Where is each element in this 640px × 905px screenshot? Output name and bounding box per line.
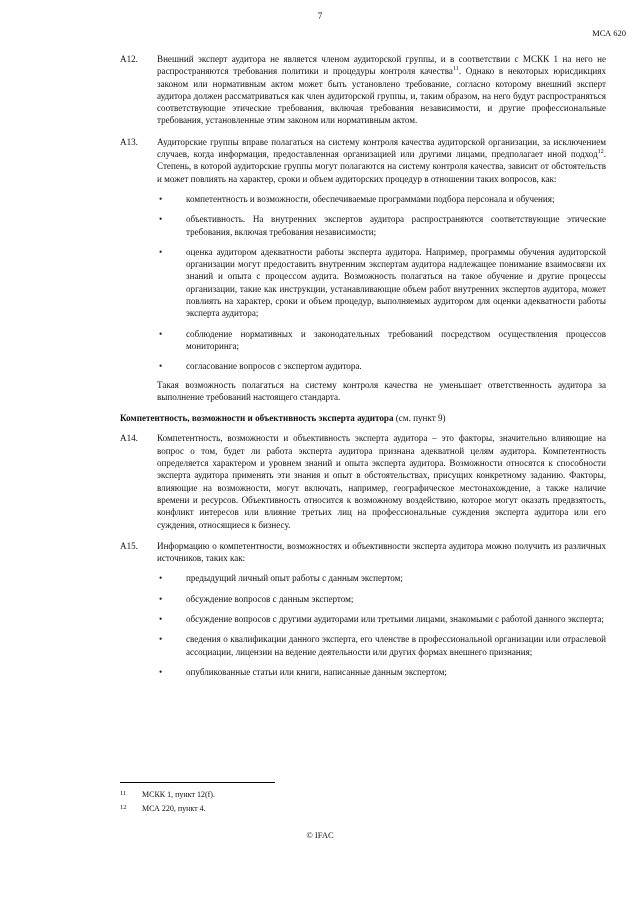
bullet-item [157,666,606,678]
bullet-text: обсуждение вопросов с данным экспертом; [186,593,354,604]
paragraph-tail: Такая возможность полагаться на систему контроля качества не уменьшает ответственность аудитора за выполнение требований настоящего стандарта. [157,379,606,402]
bullet-text: опубликованные статьи или книги, написанные данным экспертом; [186,666,447,677]
bullet-icon: • [159,666,163,677]
bullet-item [157,633,606,658]
paragraph-text: Информацию о компетентности, возможностях и объективности эксперта аудитора можно получить из различных источников, таких как: [157,540,606,564]
footnote-divider [120,782,275,783]
paragraph-number: А13. [120,136,138,147]
paragraph-a13 [120,136,606,403]
bullet-item [157,328,606,353]
bullet-icon: • [159,573,163,584]
bullet-icon: • [159,613,163,624]
footnote [120,789,215,800]
text-part: . Однако в некоторых юрисдикциях законом или нормативным актом может быть установлено требование, согласно которому внешний эксперт аудитора должен рассматриваться как член аудиторской группы, и, таким образом, на него будут распространяться соответствующие этические требования, включая требования независимости, и другие профессиональные требования, установленные этим законом или нормативным актом. [157,66,606,126]
bullet-text: предыдущий личный опыт работы с данным экспертом; [186,573,403,584]
paragraph-number: А12. [120,54,138,64]
bullet-text: согласование вопросов с экспертом аудитора. [186,361,362,372]
bullet-text: соблюдение нормативных и законодательных требований посредством осуществления процессов мониторинга; [186,328,606,351]
copyright-footer: © IFAC [306,830,334,840]
bullet-item [157,572,606,584]
paragraph-a15 [120,540,606,678]
bullet-item [157,213,606,238]
footnote-number: 12 [120,804,127,811]
bullet-item [157,613,606,625]
page-body [120,53,606,687]
footnote-text: МСКК 1, пункт 12(f). [142,790,215,799]
bullet-icon: • [159,634,163,645]
paragraph-text [157,53,606,127]
footnote-number: 11 [120,790,127,797]
document-code: МСА 620 [592,28,626,38]
paragraph-a12 [120,53,606,127]
bullet-item [157,360,606,372]
bullet-icon: • [159,193,163,204]
paragraph-a14 [120,432,606,530]
bullet-item [157,193,606,205]
bullet-text: оценка аудитором адекватности работы эксперта аудитора. Например, программы обучения аудиторской организации могут предоставить внутренним экспертам аудитора надлежащее понимание взаимосвязи их знаний и опыта с процессом аудита. Возможность полагаться на такое обучение и другие процессы организации, такие как инструкции, устанавливающие объем работ внутренних экспертов аудитора, может повлиять на характер, сроки и объем процедур, выполняемых аудитором для оценки адекватности работы эксперта аудитора; [186,246,606,319]
section-title: Компетентность, возможности и объективность эксперта аудитора [120,413,394,424]
footnote [120,803,206,814]
paragraph-text [157,136,606,185]
bullet-item [157,593,606,605]
bullet-icon: • [159,593,163,604]
paragraph-text: Компетентность, возможности и объективность эксперта аудитора – это факторы, значительно влияющие на вопрос о том, будет ли работа эксперта аудитора признана адекватной целям аудитора. Компетентность определяется характером и уровнем знаний и опыта эксперта аудитора. Возможности относятся к способности эксперта аудитора применять эти знания и опыт в обстоятельствах, присущих конкретному заданию. Факторы, влияющие на возможности, могут включать, например, географическое местонахождение, а также наличие времени и ресурсов. Объективность относится к возможному воздействию, которое могут оказать предвзятость, конфликт интересов или влияние третьих лиц на профессиональные суждения эксперта аудитора или его суждения, относящиеся к бизнесу. [157,433,606,530]
text-part: Аудиторские группы вправе полагаться на систему контроля качества аудиторской организации, за исключением случаев, когда информация, предоставленная организацией или другими лицами, предполагает иной подход [157,136,606,160]
bullet-icon: • [159,246,163,257]
section-ref: (см. пункт 9) [393,413,446,424]
bullet-text: обсуждение вопросов с другими аудиторами или третьими лицами, знакомыми с работой данного эксперта; [186,613,604,624]
bullet-text: сведения о квалификации данного эксперта, его членстве в профессиональной организации или отраслевой ассоциации, лицензии на ведение деятельности или других формах внешнего признания; [186,634,606,657]
text-part: . Степень, в которой аудиторские группы могут полагаются на систему контроля качества, зависит от обстоятельств и может повлиять на характер, сроки и объем аудиторских процедур в отношении таких вопросов, как: [157,149,606,184]
bullet-text: компетентность и возможности, обеспечиваемые программами подбора персонала и обучения; [186,193,555,204]
bullet-item [157,246,606,320]
bullet-icon: • [159,361,163,372]
footnote-text: МСА 220, пункт 4. [142,804,206,813]
paragraph-number: А14. [120,433,138,444]
text-part: Внешний эксперт аудитора не является членом аудиторской группы, и в соответствии с МСКК 1 на него не распространяются требования политики и процедуры контроля качества [157,54,606,77]
section-heading [120,412,606,424]
paragraph-number: А15. [120,540,138,551]
bullet-icon: • [159,214,163,225]
page-number: 7 [317,11,323,21]
footnote-ref: 12 [597,149,604,156]
bullet-text: объективность. На внутренних экспертов аудитора распространяются соответствующие этические требования, включая требования независимости; [186,214,606,237]
bullet-icon: • [159,328,163,339]
footnote-ref: 11 [452,66,459,73]
